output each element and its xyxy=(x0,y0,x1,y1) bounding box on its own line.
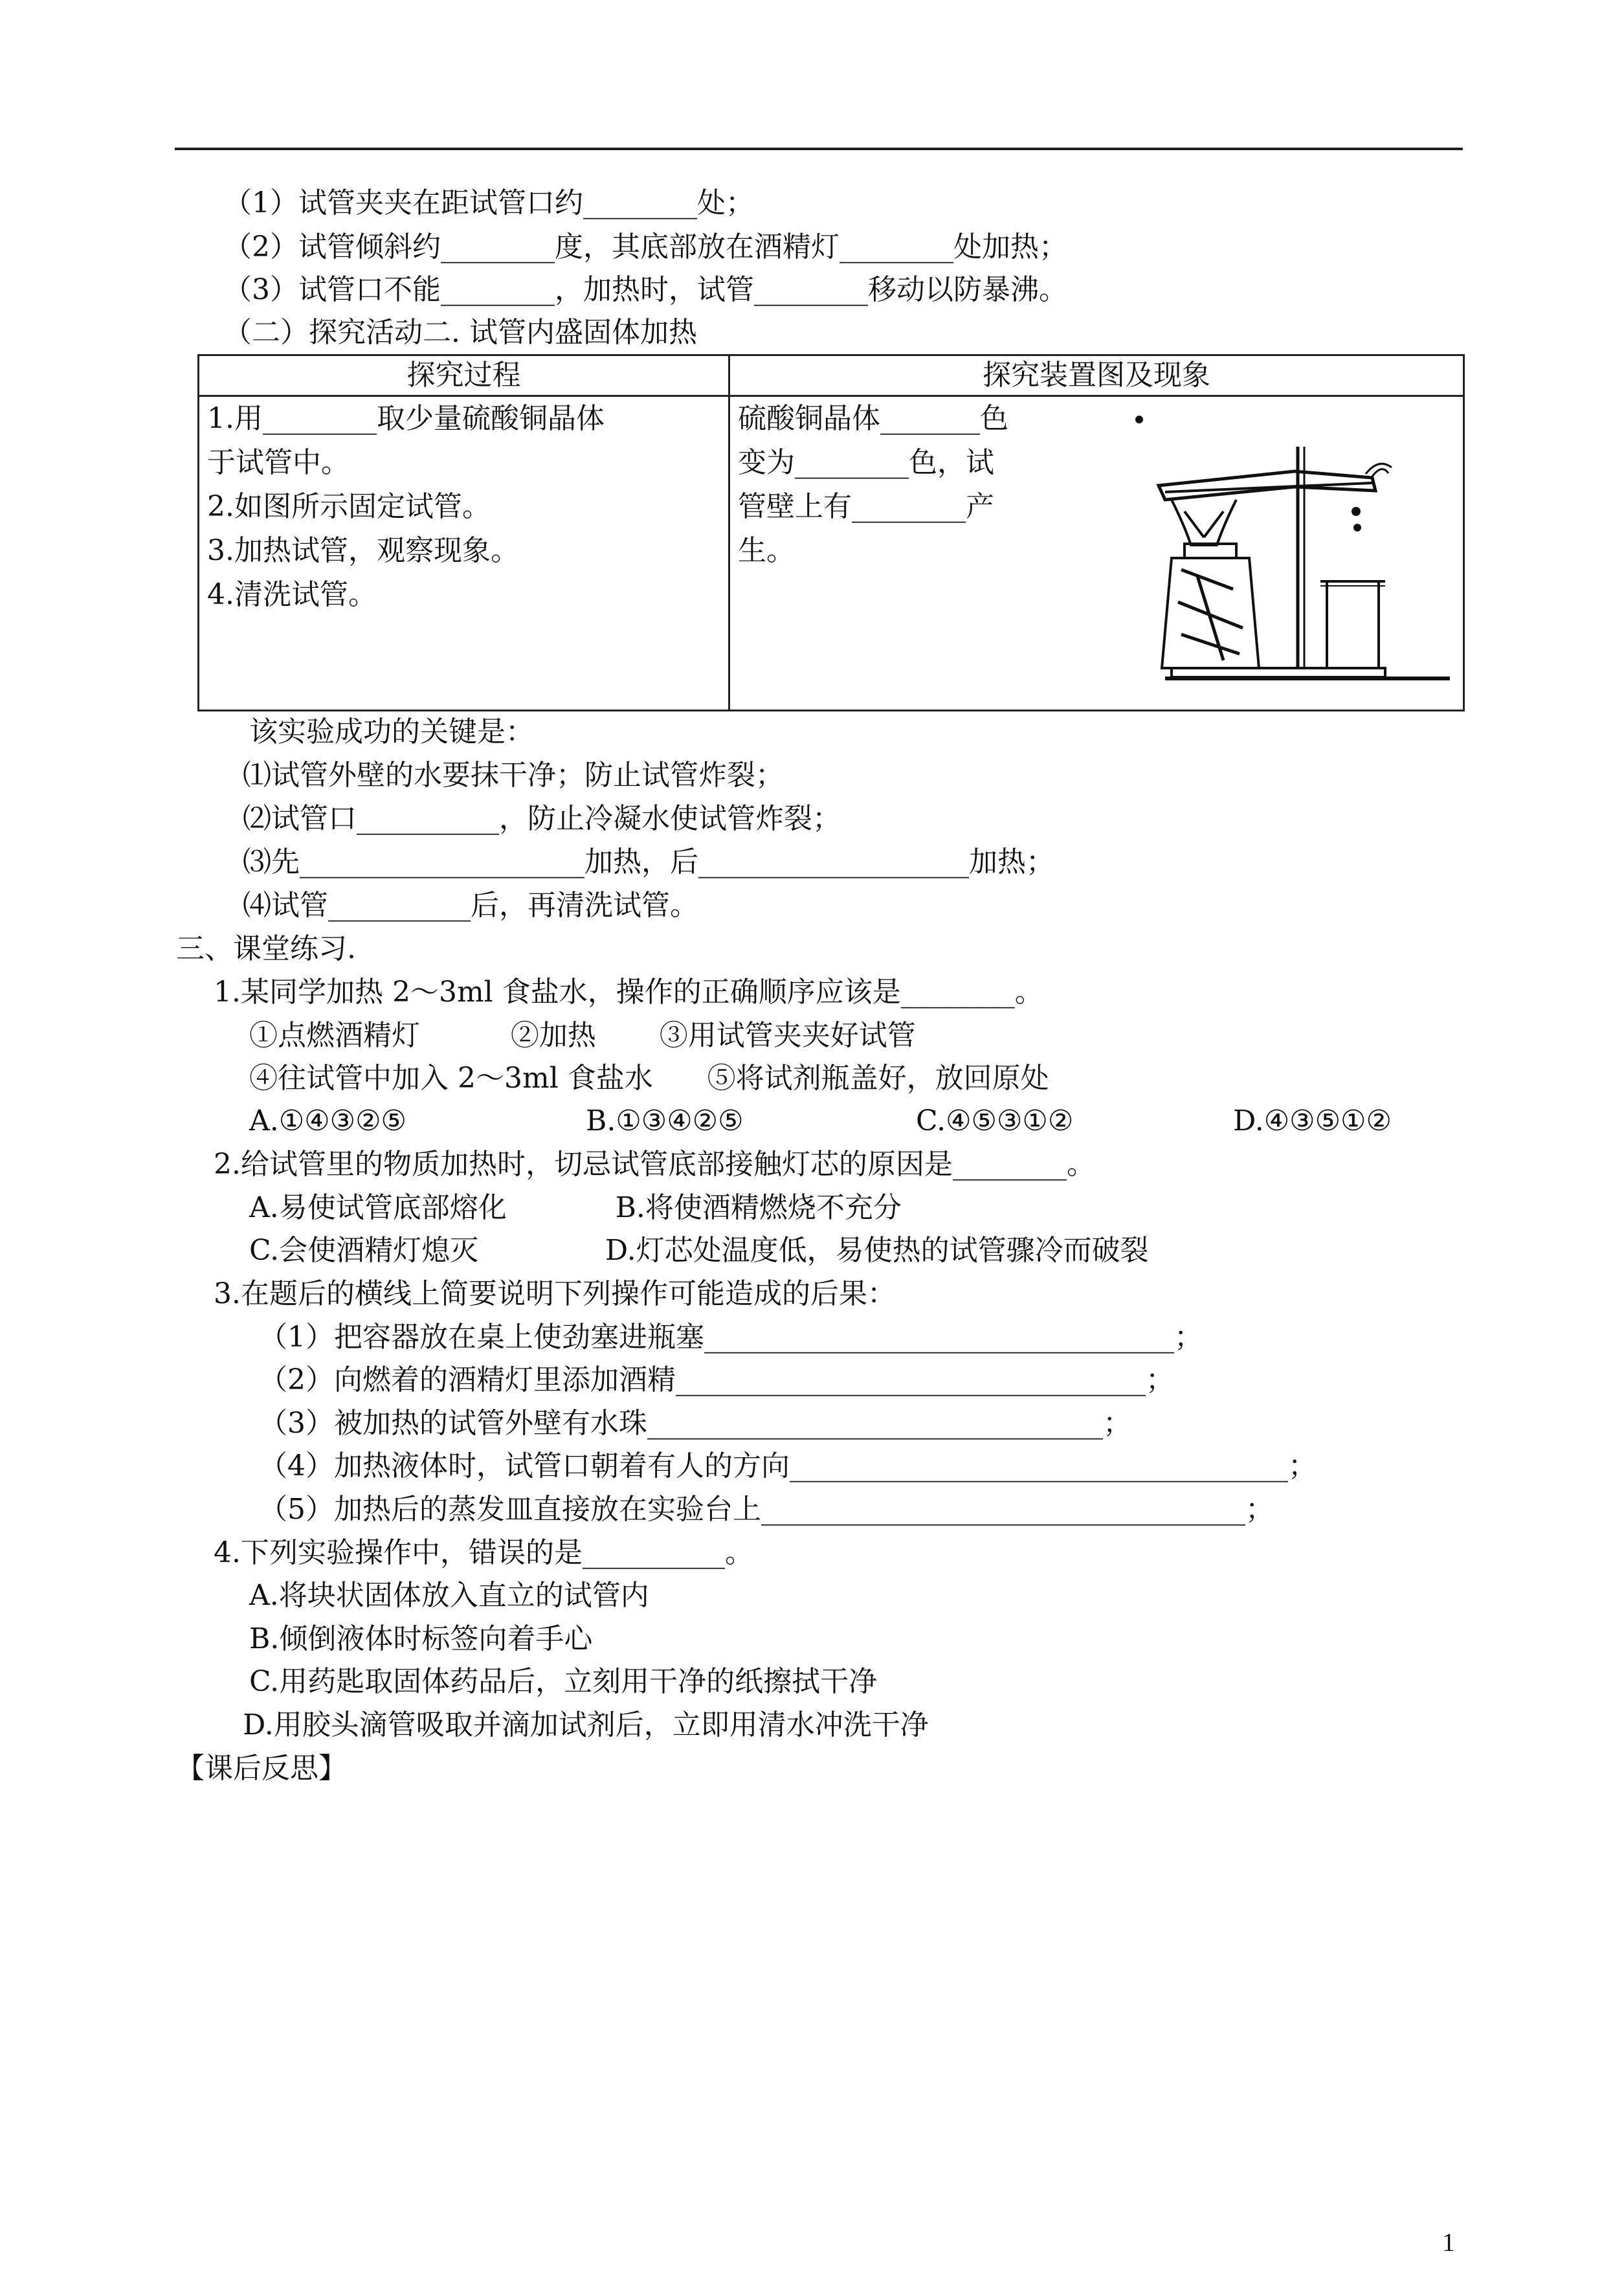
question-2: 2.给试管里的物质加热时，切忌试管底部接触灯芯的原因是________。 xyxy=(214,1148,1095,1181)
q3-item-4: （4）加热液体时，试管口朝着有人的方向___________________________________； xyxy=(259,1449,1317,1482)
heating-apparatus-diagram xyxy=(1126,414,1463,686)
process-line: 1.用________取少量硫酸铜晶体 xyxy=(207,402,605,435)
q1-choice-c: C.④⑤③①② xyxy=(916,1104,1074,1137)
table-header-process: 探究过程 xyxy=(199,355,729,396)
s1-line4: （二）探究活动二. 试管内盛固体加热 xyxy=(223,316,697,349)
q4-option-b: B.倾倒液体时标签向着手心 xyxy=(249,1622,593,1655)
s1-line2: （2）试管倾斜约________度，其底部放在酒精灯________处加热； xyxy=(223,230,1067,263)
process-line: 于试管中。 xyxy=(207,446,350,479)
question-1: 1.某同学加热 2～3ml 食盐水，操作的正确顺序应该是________。 xyxy=(214,976,1043,1009)
question-3: 3.在题后的横线上简要说明下列操作可能造成的后果： xyxy=(214,1277,896,1310)
q4-option-c: C.用药匙取固体药品后，立刻用干净的纸擦拭干净 xyxy=(249,1665,878,1698)
phenomenon-line: 硫酸铜晶体_______色 xyxy=(738,402,1008,435)
header-rule xyxy=(175,148,1463,150)
q4-option-a: A.将块状固体放入直立的试管内 xyxy=(249,1579,649,1612)
s1-line3: （3）试管口不能________，加热时，试管________移动以防暴沸。 xyxy=(223,273,1067,306)
phenomenon-line: 变为________色，试 xyxy=(738,446,994,479)
q1-choice-b: B.①③④②⑤ xyxy=(586,1104,744,1137)
q1-choice-a: A.①④③②⑤ xyxy=(249,1104,406,1137)
question-4: 4.下列实验操作中，错误的是__________。 xyxy=(214,1536,753,1569)
table-header-phenomenon: 探究装置图及现象 xyxy=(729,355,1464,396)
process-line: 4.清洗试管。 xyxy=(207,578,377,611)
q1-options-row1: ①点燃酒精灯 ②加热 ③用试管夹夹好试管 xyxy=(249,1019,916,1052)
s1-line1: （1）试管夹夹在距试管口约________处； xyxy=(223,186,754,219)
key-2: ⑵试管口__________，防止冷凝水使试管炸裂； xyxy=(243,802,841,835)
q1-choice-d: D.④③⑤①② xyxy=(1233,1104,1392,1137)
practice-heading: 三、课堂练习. xyxy=(176,932,356,965)
q3-item-1: （1）把容器放在桌上使劲塞进瓶塞_________________________________； xyxy=(259,1321,1203,1354)
q2-options-row2: C.会使酒精灯熄灭 D.灯芯处温度低，易使热的试管骤冷而破裂 xyxy=(249,1234,1149,1267)
reflection-heading: 【课后反思】 xyxy=(176,1752,347,1785)
process-line: 3.加热试管，观察现象。 xyxy=(207,534,519,567)
q3-item-3: （3）被加热的试管外壁有水珠________________________________； xyxy=(259,1407,1131,1440)
page-number: 1 xyxy=(1442,2228,1455,2257)
key-4: ⑷试管__________后，再清洗试管。 xyxy=(243,889,698,922)
phenomenon-line: 管壁上有________产 xyxy=(738,490,994,523)
q2-options-row1: A.易使试管底部熔化 B.将使酒精燃烧不充分 xyxy=(249,1191,902,1224)
keys-intro: 该实验成功的关键是： xyxy=(249,715,534,748)
phenomenon-line: 生。 xyxy=(738,534,795,567)
process-cell xyxy=(199,396,729,711)
key-1: ⑴试管外壁的水要抹干净；防止试管炸裂； xyxy=(243,759,784,792)
q4-option-d: D.用胶头滴管吸取并滴加试剂后，立即用清水冲洗干净 xyxy=(243,1708,929,1741)
process-line: 2.如图所示固定试管。 xyxy=(207,490,491,523)
q1-options-row2: ④往试管中加入 2～3ml 食盐水 ⑤将试剂瓶盖好，放回原处 xyxy=(249,1062,1049,1095)
q3-item-2: （2）向燃着的酒精灯里添加酒精_________________________________； xyxy=(259,1363,1174,1396)
q3-item-5: （5）加热后的蒸发皿直接放在实验台上__________________________________； xyxy=(259,1493,1274,1526)
key-3: ⑶先____________________加热，后___________________加热； xyxy=(243,845,1054,878)
